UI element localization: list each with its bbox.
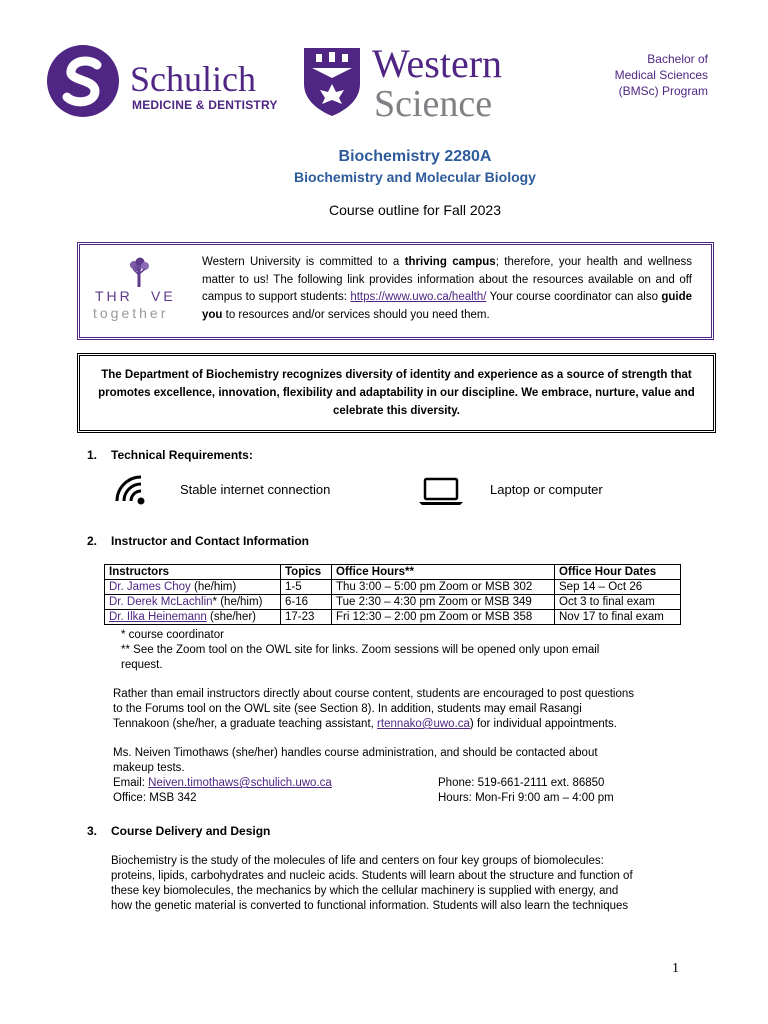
forums-paragraph-line-2: to the Forums tool on the OWL site (see Section 8). In addition, students may email Rasangi [113,703,582,715]
instructor-cell [105,610,281,625]
science-wordmark: Science [374,83,493,125]
wifi-icon [114,474,148,508]
table-header: Office Hours** [332,565,555,580]
office-hours-cell: Fri 12:30 – 2:00 pm Zoom or MSB 358 [332,610,555,625]
section-3-number: 3. [87,824,98,838]
requirement-internet: Stable internet connection [180,482,331,497]
delivery-line: these key biomolecules, the mechanics by which the cellular machinery is supplied with energy, and [111,885,619,897]
thrive-text-2: ; therefore, your health and wellness matter to us! The following link provides information about the resources available on and off campus to support students: [202,256,693,304]
thrive-tree-icon [126,257,152,287]
instructor-cell [105,580,281,595]
forums-paragraph-line-1: Rather than email instructors directly about course content, students are encouraged to post questions [113,688,634,700]
section-2-number: 2. [87,534,98,548]
course-outline-title: Course outline for Fall 2023 [329,202,501,218]
thrive-logo-text-right: VE [151,288,176,304]
thrive-bold-2: guide you [202,291,692,321]
delivery-line: how the genetic material is converted to functional information. Students will also learn the techniques [111,900,629,912]
ta-text-end: ) for individual appointments. [469,718,617,730]
admin-phone: Phone: 519-661-2111 ext. 86850 [438,777,605,789]
program-name [598,51,708,99]
email-label: Email: [113,777,149,789]
zoom-note-line-2: request. [121,659,163,671]
forums-paragraph-line-3 [113,717,617,732]
table-header: Office Hour Dates [555,565,681,580]
office-hours-cell: Thu 3:00 – 5:00 pm Zoom or MSB 302 [332,580,555,595]
admin-email-line [113,776,332,791]
schulich-wordmark: Schulich [130,59,256,99]
instructor-link[interactable]: Dr. Ilka Heinemann [109,611,207,623]
program-line-1: Bachelor of [647,52,708,66]
instructor-table [104,564,681,625]
requirement-laptop: Laptop or computer [490,482,603,497]
program-line-2: Medical Sciences [614,68,708,82]
coordinator-note: * course coordinator [121,629,224,641]
topics-cell: 6-16 [281,595,332,610]
table-header: Instructors [105,565,281,580]
topics-cell: 17-23 [281,610,332,625]
section-2-title: Instructor and Contact Information [111,534,309,548]
instructor-link[interactable]: Dr. Derek McLachlin [109,596,213,608]
thrive-logo-subtext: together [93,305,169,321]
ta-text: Tennakoon (she/her, a graduate teaching assistant, [113,718,378,730]
diversity-statement-box [77,353,716,433]
admin-paragraph-line-2: makeup tests. [113,762,185,774]
admin-hours: Hours: Mon-Fri 9:00 am – 4:00 pm [438,792,614,804]
table-header: Topics [281,565,332,580]
admin-email-link[interactable]: Neiven.timothaws@schulich.uwo.ca [148,777,332,789]
thrive-notice-box [77,242,714,340]
diversity-statement: The Department of Biochemistry recognizes diversity of identity and experience as a source of strength that promotes excellence, innovation, flexibility and adaptability in our discipline. We embrace, nurture, value and celebrate this diversity. [98,369,695,417]
schulich-subtitle: MEDICINE & DENTISTRY [132,98,278,112]
thrive-text-1: Western University is committed to a [202,256,405,268]
delivery-line: proteins, lipids, carbohydrates and nucleic acids. Students will learn about the structure and function of [111,870,633,882]
office-hours-cell: Tue 2:30 – 4:30 pm Zoom or MSB 349 [332,595,555,610]
table-header-row [105,565,681,580]
instructor-pronouns: * (he/him) [212,596,263,608]
instructor-cell [105,595,281,610]
admin-paragraph-line-1: Ms. Neiven Timothaws (she/her) handles course administration, and should be contacted about [113,747,598,759]
health-link[interactable]: https://www.uwo.ca/health/ [350,291,487,304]
office-dates-cell: Oct 3 to final exam [555,595,681,610]
topics-cell: 1-5 [281,580,332,595]
western-wordmark: Western [372,41,503,86]
thrive-text-4: to resources and/or services should you need them. [222,308,490,321]
office-dates-cell: Nov 17 to final exam [555,610,681,625]
thrive-text-3: Your course coordinator can also [486,291,662,304]
thrive-bold-1: thriving campus [404,256,496,268]
table-row [105,595,681,610]
laptop-icon [418,476,464,506]
course-name: Biochemistry and Molecular Biology [294,169,536,185]
thrive-logo-text-left: THR [95,288,133,304]
delivery-line: Biochemistry is the study of the molecules of life and centers on four key groups of biomolecules: [111,855,604,867]
instructor-pronouns: (she/her) [206,611,257,623]
ta-email-link[interactable]: rtennako@uwo.ca [377,718,470,730]
admin-office: Office: MSB 342 [113,792,197,804]
instructor-link[interactable]: Dr. James Choy [109,581,191,593]
table-row [105,580,681,595]
section-3-title: Course Delivery and Design [111,824,271,838]
office-dates-cell: Sep 14 – Oct 26 [555,580,681,595]
schulich-logo-icon [47,45,119,117]
page-number: 1 [672,961,679,976]
program-line-3: (BMSc) Program [618,84,708,98]
table-row [105,610,681,625]
course-code: Biochemistry 2280A [338,148,492,165]
instructor-pronouns: (he/him) [190,581,237,593]
western-crest-icon [302,46,362,118]
zoom-note-line-1: ** See the Zoom tool on the OWL site for links. Zoom sessions will be opened only upon email [121,644,600,656]
thrive-message [202,254,692,324]
thrive-logo [93,257,185,327]
section-1-number: 1. [87,448,98,462]
section-1-title: Technical Requirements: [111,448,253,462]
